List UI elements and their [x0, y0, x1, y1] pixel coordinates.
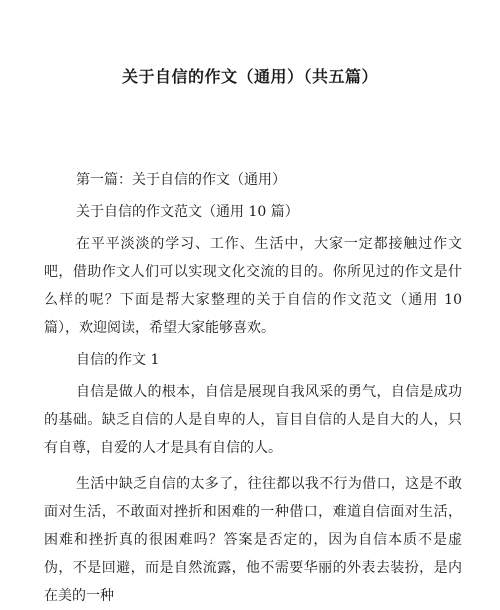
section-heading: 第一篇：关于自信的作文（通用） — [76, 172, 286, 188]
essay-heading: 自信的作文 1 — [76, 352, 160, 368]
document-title: 关于自信的作文（通用）（共五篇） — [121, 67, 378, 86]
document-body — [44, 166, 462, 610]
sub-heading: 关于自信的作文范文（通用 10 篇） — [76, 204, 299, 220]
essay-paragraph-2: 生活中缺乏自信的太多了，往往都以我不行为借口，这是不敢面对生活，不敢面对挫折和困难的一种借口，难道自信面对生活，困难和挫折真的很困难吗？答案是否定的，因为自信本质不是虚伪，不是回避，而是自然流露，他不需要华丽的外表去装扮，是内在美的一种 — [44, 476, 462, 604]
intro-paragraph: 在平平淡淡的学习、工作、生活中，大家一定都接触过作文吧，借助作文人们可以实现文化交流的目的。你所见过的作文是什么样的呢？下面是帮大家整理的关于自信的作文范文（通用 10 篇），欢迎阅读，希望大家能够喜欢。 — [44, 236, 462, 336]
essay-paragraph-1: 自信是做人的根本，自信是展现自我风采的勇气，自信是成功的基础。缺乏自信的人是自卑的人，盲目自信的人是自大的人，只有自尊，自爱的人才是具有自信的人。 — [44, 384, 462, 456]
